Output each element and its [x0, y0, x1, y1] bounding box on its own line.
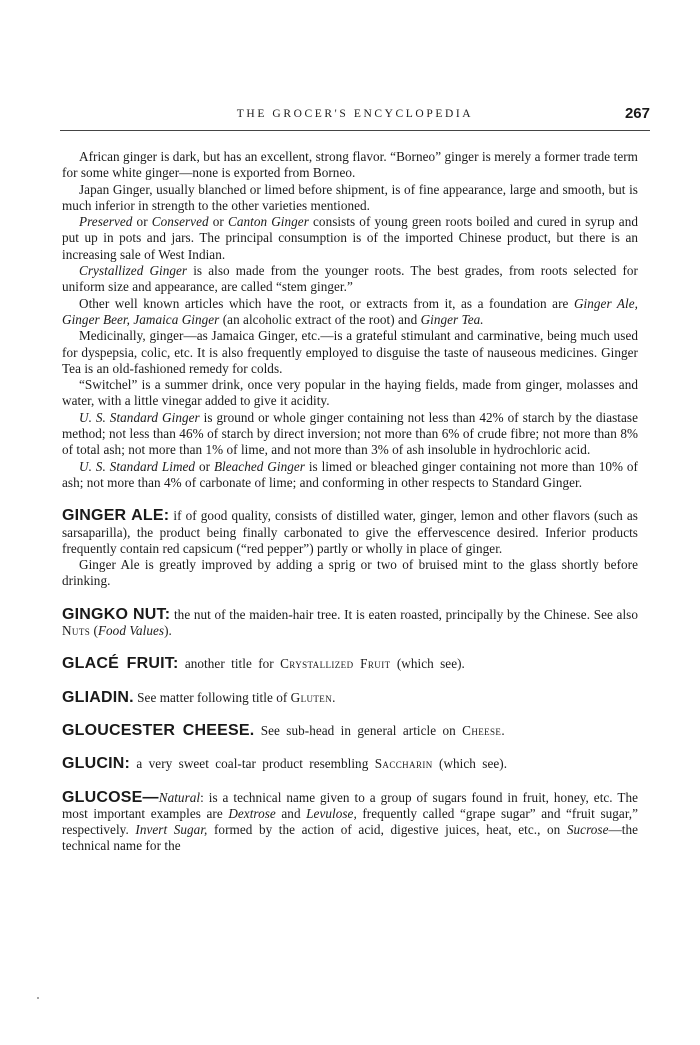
- entry-body: [62, 723, 638, 739]
- text: : is a technical name given to a group of sugars found in fruit, honey, etc. The most important examples are: [62, 789, 638, 821]
- term: Ginger Ale, Ginger Beer, Jamaica Ginger: [62, 295, 638, 327]
- text: .: [501, 722, 505, 738]
- entry-body: [62, 607, 638, 640]
- text: or: [132, 214, 152, 230]
- paragraph-preserved-ginger: [62, 214, 638, 263]
- text: —the technical name for the: [62, 822, 638, 854]
- entry-gloucester-cheese: [62, 723, 638, 739]
- term: Preserved: [79, 214, 133, 230]
- header-rule: [60, 130, 650, 131]
- text: or: [208, 214, 228, 230]
- cross-reference: Saccharin: [374, 756, 433, 772]
- headword: GINGER ALE:: [62, 507, 170, 525]
- entry-body: [62, 790, 638, 855]
- term: U. S. Standard Ginger: [79, 409, 200, 425]
- text: See matter following title of: [133, 689, 291, 705]
- cross-reference: Crystallized Fruit: [280, 656, 391, 672]
- term: Food Values: [97, 623, 165, 639]
- term: Levulose,: [306, 805, 357, 821]
- term: Bleached Ginger: [213, 458, 305, 474]
- entry-glace-fruit: [62, 656, 638, 672]
- term: Natural: [158, 789, 201, 805]
- paragraph-switchel: “Switchel” is a summer drink, once very popular in the haying fields, made from ginger, molasses and water, with a little vinegar added to give it acidity.: [62, 377, 638, 409]
- text: ).: [164, 623, 172, 639]
- text: (which see).: [432, 756, 508, 772]
- entry-body: [62, 756, 638, 772]
- term: Sucrose: [566, 822, 609, 838]
- running-title: THE GROCER'S ENCYCLOPEDIA: [236, 108, 474, 120]
- paragraph-medicinally: Medicinally, ginger—as Jamaica Ginger, etc.—is a grateful stimulant and carminative, being much used for dyspepsia, colic, etc. It is also frequently employed to disguise the taste of nauseous medicines. Ginger Tea is an old-fashioned remedy for colds.: [62, 328, 638, 376]
- text: formed by the action of acid, digestive juices, heat, etc., on: [207, 822, 567, 838]
- term: Ginger Tea.: [420, 311, 484, 327]
- text: or: [195, 458, 214, 474]
- term: Dextrose: [228, 805, 276, 821]
- term: U. S. Standard Limed: [79, 458, 196, 474]
- term: Conserved: [151, 214, 209, 230]
- term: Canton Ginger: [227, 214, 309, 230]
- text: (: [90, 623, 98, 639]
- paragraph-us-standard-ginger: [62, 410, 638, 459]
- cross-reference: Gluten: [290, 689, 333, 705]
- paragraph-japan-ginger: Japan Ginger, usually blanched or limed before shipment, is of fine appearance, large and smooth, but is much inferior in strength to the other varieties mentioned.: [62, 181, 638, 213]
- text: (which see).: [390, 656, 465, 672]
- headword: GLUCOSE—: [62, 788, 159, 806]
- text: and: [275, 805, 307, 821]
- headword: GLUCIN:: [62, 755, 131, 773]
- text: (an alcoholic extract of the root) and: [219, 311, 421, 327]
- text: frequently called “grape sugar” and “fruit sugar,” respectively.: [62, 805, 638, 838]
- text: is ground or whole ginger containing not less than 42% of starch by the diastase method; not less than 46% of starch by direct inversion; not more than 6% of crude fibre; not more than 8% of total ash; not more than 1% of lime, and not more than 3% of ash insoluble in hydrochloric acid.: [62, 409, 638, 458]
- running-header: [60, 105, 650, 130]
- scan-speck: [37, 997, 39, 999]
- headword: GLOUCESTER CHEESE.: [62, 721, 255, 739]
- term: Invert Sugar,: [135, 822, 208, 838]
- term: Crystallized Ginger: [79, 263, 188, 279]
- page-body: [62, 149, 638, 855]
- entry-body: [62, 508, 638, 557]
- entry-ginger-ale: [62, 508, 638, 589]
- text: if of good quality, consists of distilled water, ginger, lemon and other flavors (such as sarsaparilla), the product being finally carbonated to give the effervescence desired. Inferior products frequently contain red capsicum (“red pepper”) partly or wholly in place of ginger.: [62, 508, 638, 556]
- entry-glucose: [62, 790, 638, 855]
- cross-reference: Cheese: [462, 722, 502, 738]
- entry-glucin: [62, 756, 638, 772]
- text: See sub-head in general article on: [254, 722, 463, 738]
- headword: GINGKO NUT:: [62, 605, 171, 623]
- text: a very sweet coal-tar product resembling: [130, 756, 375, 772]
- entry-body: Ginger Ale is greatly improved by adding a sprig or two of bruised mint to the glass shortly before drinking.: [62, 557, 638, 589]
- paragraph-us-standard-limed: [62, 459, 638, 492]
- paragraph-african-ginger: African ginger is dark, but has an excellent, strong flavor. “Borneo” ginger is merely a former trade term for some white ginger—none is exported from Borneo.: [62, 149, 638, 181]
- text: is also made from the younger roots. The best grades, from roots selected for uniform size and appearance, are called “stem ginger.”: [62, 263, 638, 295]
- entry-gingko-nut: [62, 607, 638, 640]
- entry-gliadin: [62, 690, 638, 706]
- entry-body: [62, 656, 638, 672]
- text: another title for: [178, 656, 281, 672]
- paragraph-other-articles: [62, 296, 638, 329]
- text: Other well known articles which have the root, or extracts from it, as a foundation are: [79, 295, 574, 311]
- entry-body: [62, 690, 638, 706]
- paragraph-crystallized-ginger: [62, 263, 638, 296]
- text: consists of young green roots boiled and cured in syrup and put up in pots and jars. The principal consumption is of the imported Chinese product, but there is an increasing sale of West Indian.: [62, 214, 638, 262]
- headword: GLIADIN.: [62, 688, 134, 706]
- page-number: 267: [624, 105, 650, 122]
- text: .: [332, 689, 336, 705]
- cross-reference: Nuts: [62, 623, 91, 639]
- text: the nut of the maiden-hair tree. It is eaten roasted, principally by the Chinese. See also: [170, 606, 638, 622]
- text: is limed or bleached ginger containing not more than 10% of ash; not more than 4% of carbonate of lime; and conforming in other respects to Standard Ginger.: [62, 458, 639, 490]
- headword: GLACÉ FRUIT:: [62, 655, 179, 673]
